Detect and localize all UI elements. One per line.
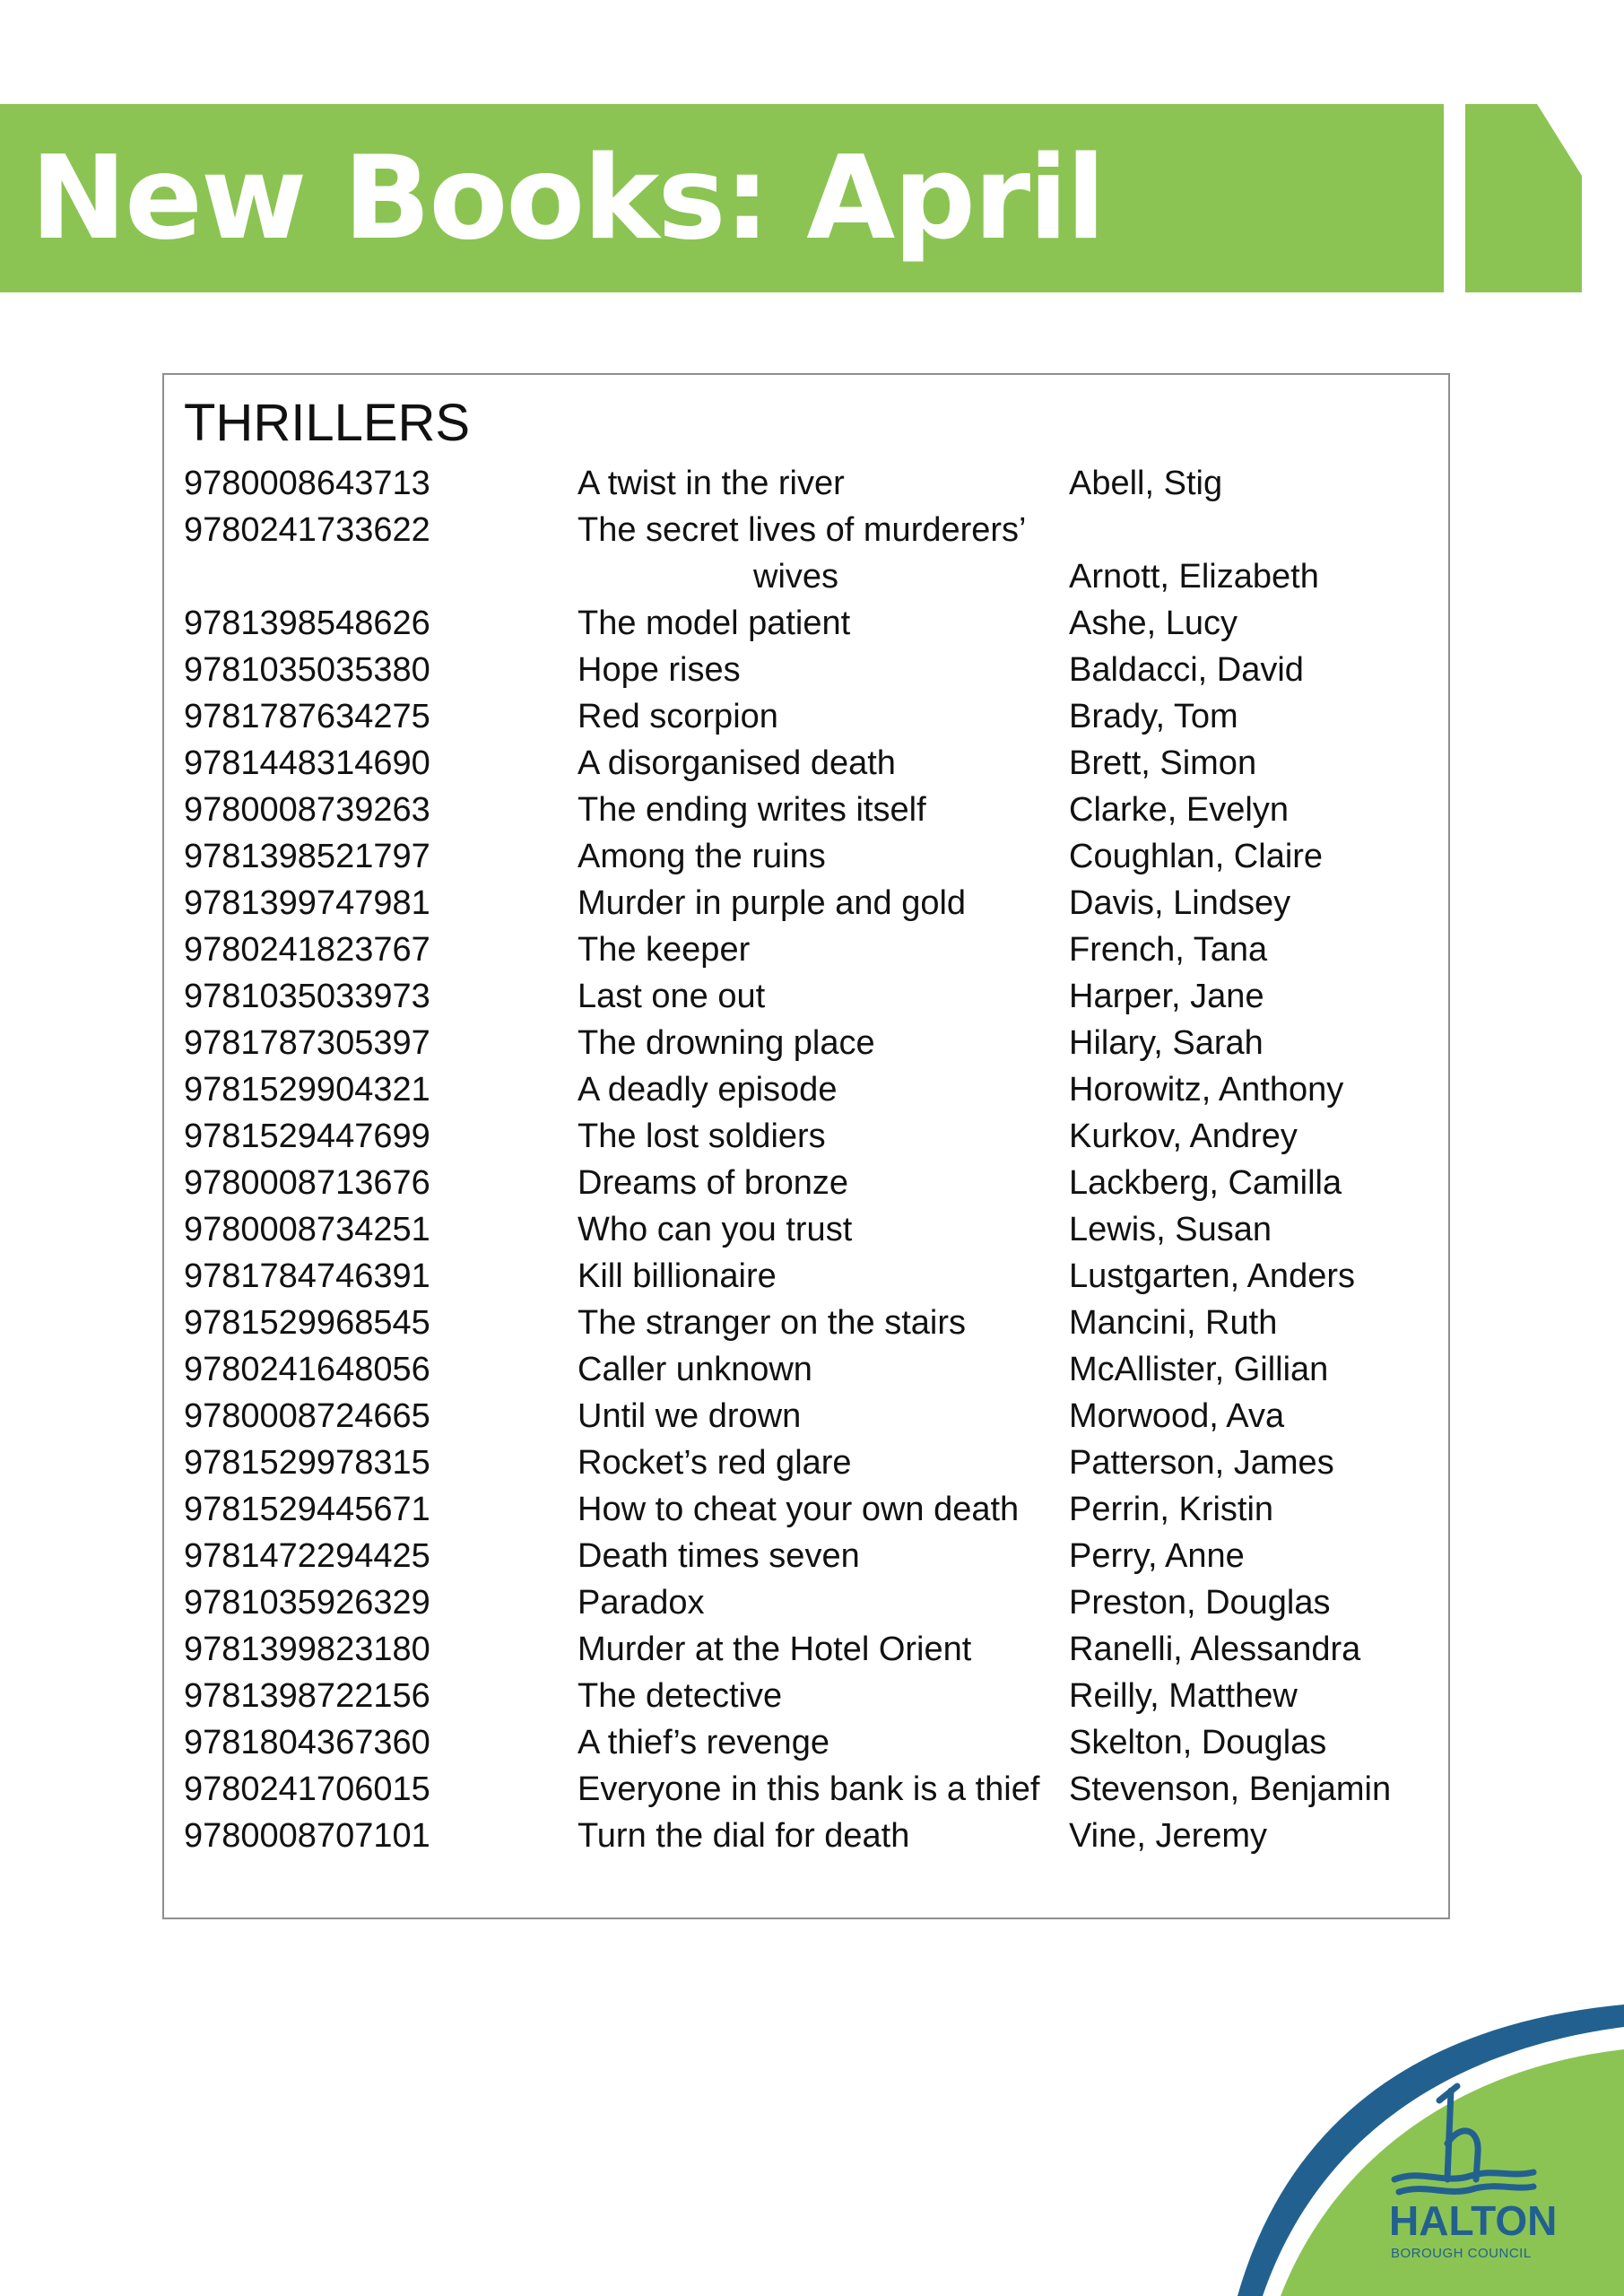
book-title-line: wives: [753, 558, 839, 596]
page-title: New Books: April: [30, 132, 1104, 265]
book-author: Baldacci, David: [1069, 651, 1304, 689]
book-title: Red scorpion: [578, 698, 778, 735]
book-author: Clarke, Evelyn: [1069, 791, 1289, 829]
book-isbn: 9781398548626: [184, 604, 430, 642]
book-title: Paradox: [578, 1584, 705, 1622]
book-title: The keeper: [578, 931, 751, 969]
book-isbn: 9781529904321: [184, 1071, 430, 1109]
book-isbn: 9781529447699: [184, 1118, 430, 1155]
book-row: [184, 1626, 1439, 1673]
book-isbn: 9781398521797: [184, 838, 430, 875]
book-author: Lackberg, Camilla: [1069, 1164, 1342, 1202]
book-author: Harper, Jane: [1069, 978, 1264, 1015]
book-title: The ending writes itself: [578, 791, 926, 829]
book-row: [184, 787, 1439, 833]
book-row: [184, 1393, 1439, 1439]
book-row: [184, 926, 1439, 973]
book-row: [184, 833, 1439, 880]
book-title: Among the ruins: [578, 838, 826, 875]
book-title: Who can you trust: [578, 1211, 853, 1248]
halton-borough-council-logo: [1238, 2000, 1624, 2296]
book-isbn: 9781529968545: [184, 1304, 430, 1342]
book-isbn: 9780008713676: [184, 1164, 430, 1202]
book-row: [184, 1673, 1439, 1719]
book-title: Until we drown: [578, 1397, 802, 1435]
book-author: Stevenson, Benjamin: [1069, 1770, 1392, 1808]
book-row: [184, 880, 1439, 926]
book-author: Abell, Stig: [1069, 465, 1223, 502]
book-author: Skelton, Douglas: [1069, 1724, 1327, 1761]
book-isbn: 9781399747981: [184, 884, 430, 922]
book-title: How to cheat your own death: [578, 1491, 1020, 1528]
book-row: [184, 1813, 1439, 1859]
book-isbn: 9780241733622: [184, 511, 430, 549]
book-isbn: 9781448314690: [184, 744, 430, 782]
book-author: Hilary, Sarah: [1069, 1024, 1264, 1062]
book-isbn: 9780008643713: [184, 465, 430, 502]
book-row: [184, 507, 1439, 600]
book-author: Brady, Tom: [1069, 698, 1238, 735]
book-title: Murder in purple and gold: [578, 884, 967, 922]
book-author: McAllister, Gillian: [1069, 1351, 1329, 1388]
book-isbn: 9780008707101: [184, 1817, 430, 1855]
book-isbn: 9780008734251: [184, 1211, 430, 1248]
book-author: Mancini, Ruth: [1069, 1304, 1278, 1342]
book-isbn: 9781035035380: [184, 651, 430, 689]
book-row: [184, 1300, 1439, 1346]
book-isbn: 9781472294425: [184, 1537, 430, 1575]
book-title: A disorganised death: [578, 744, 896, 782]
book-title: Caller unknown: [578, 1351, 812, 1388]
book-row: [184, 1719, 1439, 1766]
book-isbn: 9781529978315: [184, 1444, 430, 1482]
book-isbn: 9780241706015: [184, 1770, 430, 1808]
book-author: Vine, Jeremy: [1069, 1817, 1268, 1855]
logo-wordmark: HALTON: [1389, 2197, 1558, 2244]
book-author: Brett, Simon: [1069, 744, 1257, 782]
book-title: The drowning place: [578, 1024, 875, 1062]
book-row: [184, 647, 1439, 693]
book-author: Horowitz, Anthony: [1069, 1071, 1344, 1109]
book-isbn: 9781035926329: [184, 1584, 430, 1622]
book-isbn: 9780008739263: [184, 791, 430, 829]
book-row: [184, 1579, 1439, 1626]
logo-subtitle: BOROUGH COUNCIL: [1391, 2246, 1532, 2261]
book-row: [184, 1253, 1439, 1300]
book-isbn: 9781399823180: [184, 1631, 430, 1668]
book-author: Arnott, Elizabeth: [1069, 558, 1319, 596]
book-title: Everyone in this bank is a thief: [578, 1770, 1040, 1808]
book-isbn: 9781784746391: [184, 1257, 430, 1295]
book-title: Rocket’s red glare: [578, 1444, 852, 1482]
book-title: The model patient: [578, 604, 851, 642]
book-title: Turn the dial for death: [578, 1817, 910, 1855]
book-row: [184, 740, 1439, 787]
book-author: Lustgarten, Anders: [1069, 1257, 1355, 1295]
book-row: [184, 1533, 1439, 1579]
book-row: [184, 1486, 1439, 1533]
banner-tab-shape: [1465, 104, 1582, 292]
book-author: Morwood, Ava: [1069, 1397, 1285, 1435]
book-title: [578, 507, 1062, 600]
book-isbn: 9781804367360: [184, 1724, 430, 1761]
book-author: French, Tana: [1069, 931, 1268, 969]
book-title: A twist in the river: [578, 465, 845, 502]
book-isbn: 9781787305397: [184, 1024, 430, 1062]
book-author: Kurkov, Andrey: [1069, 1118, 1298, 1155]
book-isbn: 9781035033973: [184, 978, 430, 1015]
book-title: Murder at the Hotel Orient: [578, 1631, 972, 1668]
book-row: [184, 460, 1439, 507]
book-row: [184, 693, 1439, 740]
book-title: Dreams of bronze: [578, 1164, 849, 1202]
book-isbn: 9781398722156: [184, 1677, 430, 1715]
book-title: The detective: [578, 1677, 783, 1715]
book-row: [184, 1206, 1439, 1253]
book-author: Perrin, Kristin: [1069, 1491, 1274, 1528]
book-row: [184, 973, 1439, 1020]
book-author: Davis, Lindsey: [1069, 884, 1291, 922]
book-isbn: 9780008724665: [184, 1397, 430, 1435]
book-row: [184, 1020, 1439, 1066]
book-row: [184, 1766, 1439, 1813]
book-author: Perry, Anne: [1069, 1537, 1245, 1575]
book-author: Preston, Douglas: [1069, 1584, 1331, 1622]
book-title: The lost soldiers: [578, 1118, 826, 1155]
book-list: [184, 460, 1439, 1859]
book-row: [184, 600, 1439, 647]
book-row: [184, 1346, 1439, 1393]
book-author: Coughlan, Claire: [1069, 838, 1324, 875]
book-title: Kill billionaire: [578, 1257, 777, 1295]
book-title: Hope rises: [578, 651, 741, 689]
book-isbn: 9781529445671: [184, 1491, 430, 1528]
book-isbn: 9780241823767: [184, 931, 430, 969]
section-heading: THRILLERS: [184, 394, 471, 452]
book-title: Death times seven: [578, 1537, 860, 1575]
book-author: Lewis, Susan: [1069, 1211, 1272, 1248]
book-author: Ranelli, Alessandra: [1069, 1631, 1361, 1668]
book-title: Last one out: [578, 978, 766, 1015]
book-row: [184, 1439, 1439, 1486]
book-author: Patterson, James: [1069, 1444, 1334, 1482]
book-author: Ashe, Lucy: [1069, 604, 1238, 642]
book-row: [184, 1113, 1439, 1160]
book-title-line: The secret lives of murderers’: [578, 511, 1027, 549]
book-row: [184, 1160, 1439, 1206]
book-isbn: 9781787634275: [184, 698, 430, 735]
book-author: Reilly, Matthew: [1069, 1677, 1298, 1715]
book-title: A thief’s revenge: [578, 1724, 829, 1761]
book-row: [184, 1066, 1439, 1113]
book-isbn: 9780241648056: [184, 1351, 430, 1388]
book-title: A deadly episode: [578, 1071, 838, 1109]
book-title: The stranger on the stairs: [578, 1304, 966, 1342]
